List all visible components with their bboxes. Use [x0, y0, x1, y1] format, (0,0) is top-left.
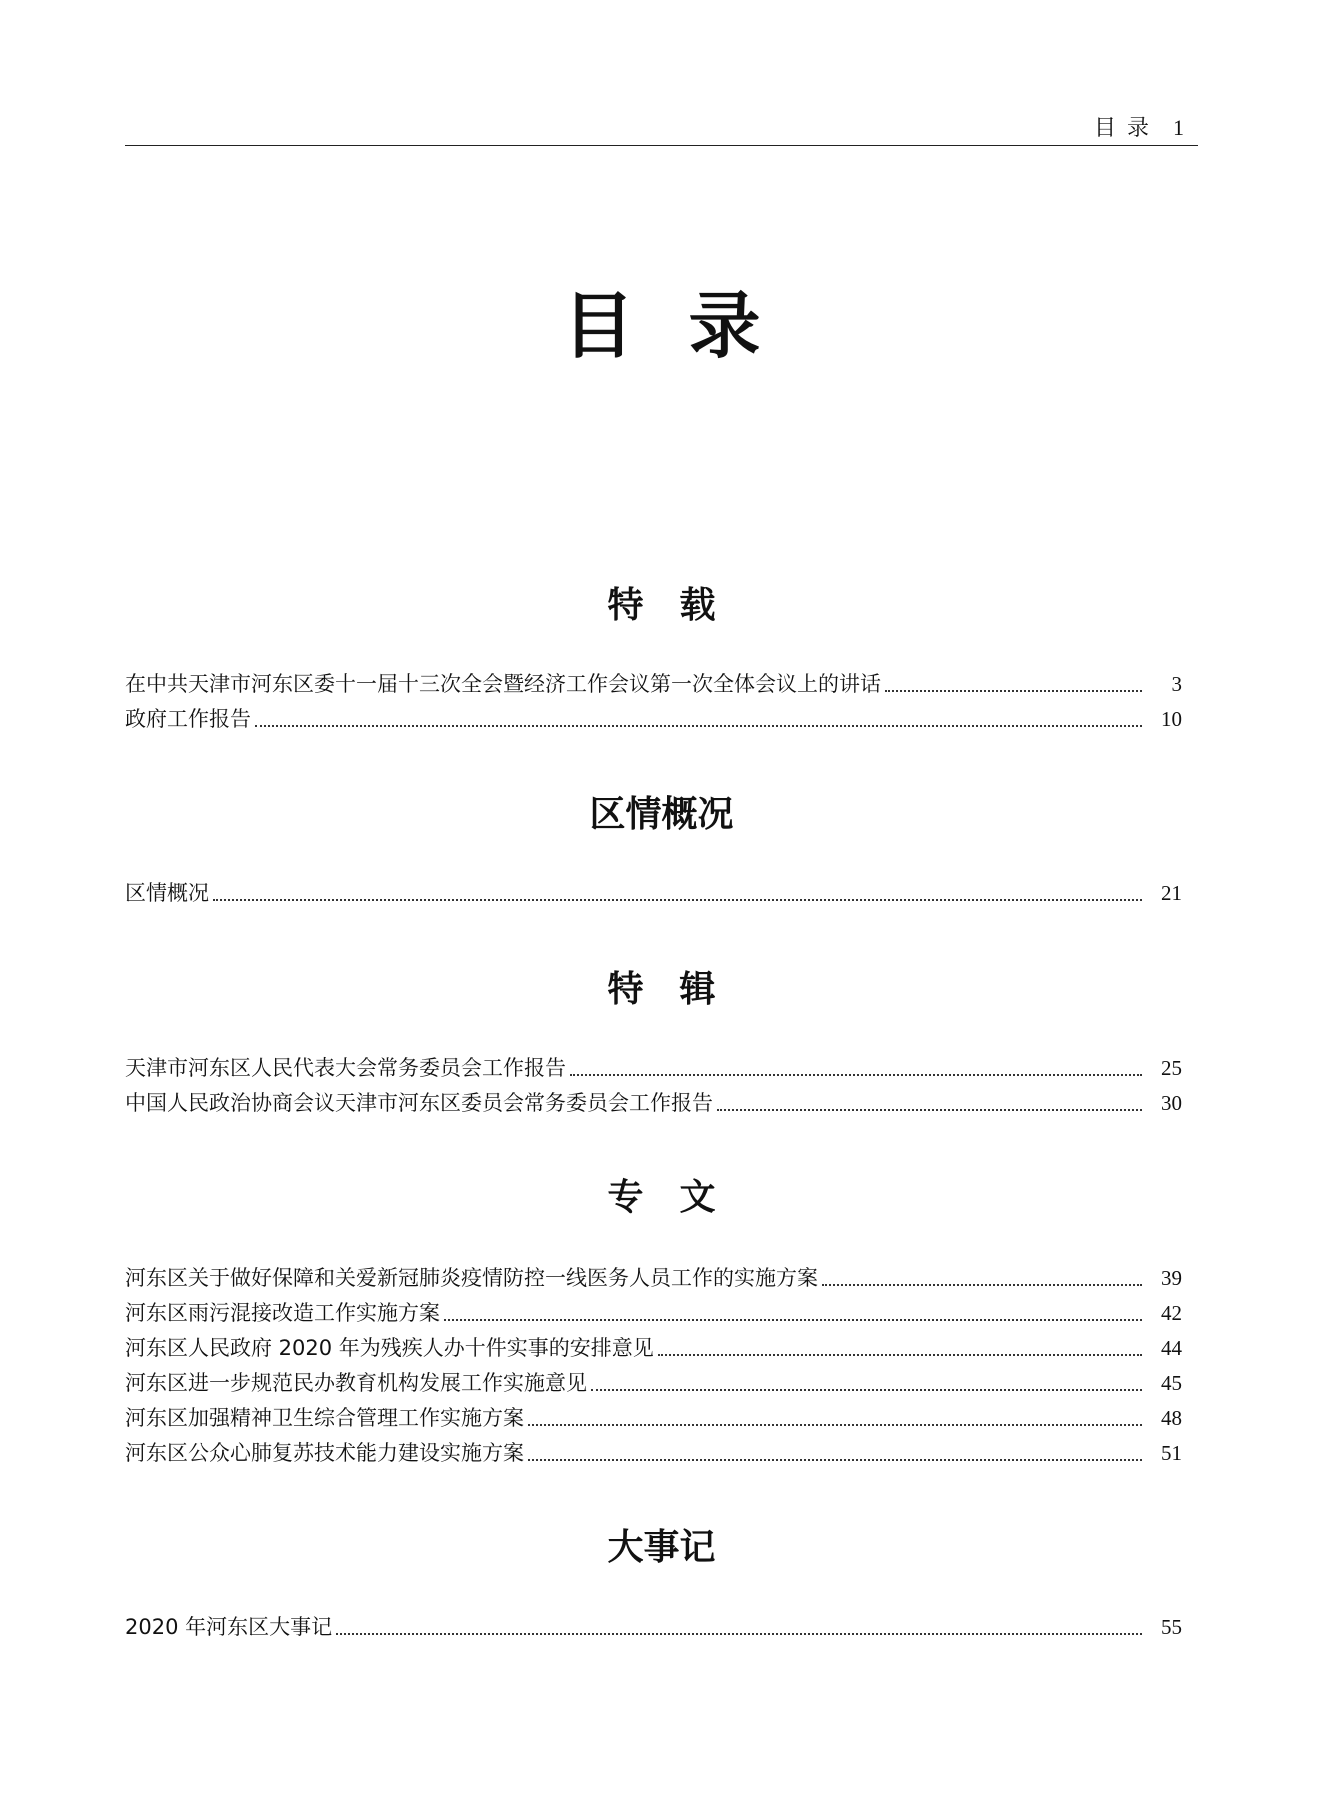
toc-entry-label: 河东区关于做好保障和关爱新冠肺炎疫情防控一线医务人员工作的实施方案 — [125, 1266, 818, 1290]
toc-entry-page: 44 — [1161, 1336, 1182, 1360]
toc-entry[interactable] — [125, 1262, 1182, 1297]
dot-leader — [822, 1284, 1142, 1286]
toc-entry[interactable] — [125, 1297, 1182, 1332]
section-title-special-feature: 特 载 — [607, 585, 716, 626]
dot-leader — [717, 1109, 1142, 1111]
toc-entry[interactable] — [125, 1052, 1182, 1087]
toc-entry-page: 55 — [1161, 1615, 1182, 1639]
toc-list-chronicle — [125, 1611, 1182, 1646]
toc-entry[interactable] — [125, 1402, 1182, 1437]
section-title-special-edition: 特 辑 — [607, 969, 716, 1010]
dot-leader — [213, 899, 1142, 901]
toc-list-special-feature — [125, 668, 1182, 738]
toc-entry[interactable] — [125, 1611, 1182, 1646]
toc-entry-page: 42 — [1161, 1301, 1182, 1325]
toc-list-district-overview — [125, 877, 1182, 912]
dot-leader — [528, 1424, 1142, 1426]
toc-entry-label: 河东区人民政府 2020 年为残疾人办十件实事的安排意见 — [125, 1336, 654, 1360]
toc-entry-label: 河东区雨污混接改造工作实施方案 — [125, 1301, 440, 1325]
toc-entry-label: 天津市河东区人民代表大会常务委员会工作报告 — [125, 1056, 566, 1080]
dot-leader — [444, 1319, 1142, 1321]
toc-entry-page: 39 — [1161, 1266, 1182, 1290]
toc-entry-page: 30 — [1161, 1091, 1182, 1115]
toc-entry[interactable] — [125, 668, 1182, 703]
toc-entry-label: 政府工作报告 — [125, 707, 251, 731]
page-title: 目录 — [562, 284, 815, 368]
toc-entry-label: 河东区进一步规范民办教育机构发展工作实施意见 — [125, 1371, 587, 1395]
section-title-special-articles: 专 文 — [607, 1177, 716, 1218]
section-title-chronicle: 大事记 — [607, 1527, 716, 1568]
running-header-label: 目 录 — [1094, 116, 1151, 141]
running-header-text — [1094, 111, 1186, 142]
dot-leader — [570, 1074, 1142, 1076]
dot-leader — [658, 1354, 1142, 1356]
toc-entry-label: 2020 年河东区大事记 — [125, 1615, 333, 1639]
dot-leader — [336, 1633, 1142, 1635]
toc-entry-label: 在中共天津市河东区委十一届十三次全会暨经济工作会议第一次全体会议上的讲话 — [125, 672, 881, 696]
toc-entry-label: 河东区公众心肺复苏技术能力建设实施方案 — [125, 1441, 524, 1465]
toc-entry[interactable] — [125, 1367, 1182, 1402]
toc-list-special-articles — [125, 1262, 1182, 1472]
toc-list-special-edition — [125, 1052, 1182, 1122]
toc-entry-page: 3 — [1171, 672, 1182, 696]
toc-entry-page: 21 — [1161, 881, 1182, 905]
toc-entry-page: 45 — [1161, 1371, 1182, 1395]
dot-leader — [255, 725, 1142, 727]
toc-entry[interactable] — [125, 877, 1182, 912]
toc-entry[interactable] — [125, 1332, 1182, 1367]
dot-leader — [885, 690, 1142, 692]
running-header — [125, 105, 1198, 146]
toc-entry-page: 10 — [1161, 707, 1182, 731]
section-title-district-overview: 区情概况 — [589, 794, 734, 835]
toc-entry[interactable] — [125, 1087, 1182, 1122]
toc-entry-label: 区情概况 — [125, 881, 209, 905]
running-header-page-number: 1 — [1173, 115, 1186, 140]
toc-entry-page: 48 — [1161, 1406, 1182, 1430]
toc-entry-page: 25 — [1161, 1056, 1182, 1080]
toc-entry[interactable] — [125, 703, 1182, 738]
dot-leader — [528, 1459, 1142, 1461]
dot-leader — [591, 1389, 1142, 1391]
toc-entry-label: 河东区加强精神卫生综合管理工作实施方案 — [125, 1406, 524, 1430]
toc-entry-label: 中国人民政治协商会议天津市河东区委员会常务委员会工作报告 — [125, 1091, 713, 1115]
toc-entry[interactable] — [125, 1437, 1182, 1472]
toc-entry-page: 51 — [1161, 1441, 1182, 1465]
